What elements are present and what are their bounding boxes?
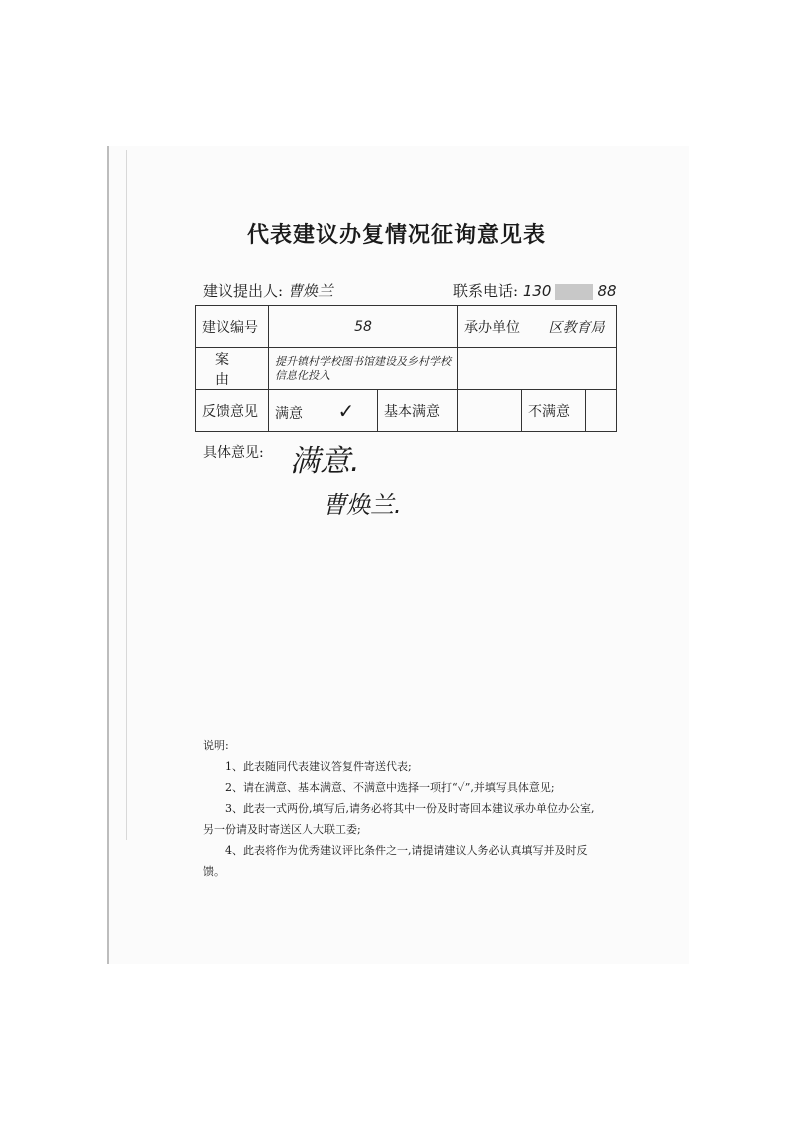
unit-label: 承办单位 [464, 319, 521, 336]
proposer-line [203, 280, 333, 301]
phone-prefix: 130 [522, 282, 552, 300]
phone-suffix: 88 [597, 282, 617, 300]
table-row [196, 306, 617, 348]
form-table [195, 305, 617, 432]
satisfied-cell [269, 390, 378, 432]
basic-satisfied-box [458, 390, 522, 432]
opinion-text: 满意. [290, 444, 360, 479]
phone-redaction [555, 284, 593, 300]
unit-value: 区教育局 [548, 319, 605, 336]
scan-edge-inner [126, 150, 127, 840]
note-item-4: 4、此表将作为优秀建议评比条件之一,请提请建议人务必认真填写并及时反馈。 [203, 844, 588, 878]
number-label: 建议编号 [196, 306, 269, 348]
unsatisfied-label: 不满意 [522, 390, 586, 432]
notes-heading: 说明: [203, 739, 229, 752]
case-label: 案由 [196, 348, 269, 390]
feedback-label: 反馈意见 [196, 390, 269, 432]
scan-edge-left [107, 146, 109, 964]
basic-satisfied-label: 基本满意 [378, 390, 458, 432]
table-row [196, 390, 617, 432]
proposer-label: 建议提出人: [203, 282, 284, 300]
number-value: 58 [269, 306, 458, 348]
check-mark-icon: ✓ [337, 398, 355, 423]
unit-cell [458, 306, 617, 348]
satisfied-label: 满意 [275, 405, 303, 422]
unsatisfied-box [586, 390, 617, 432]
phone-line [453, 280, 617, 301]
proposer-value: 曹焕兰 [287, 282, 333, 300]
opinion-label: 具体意见: [203, 445, 264, 461]
note-item-2: 2、请在满意、基本满意、不满意中选择一项打“✓”,并填写具体意见; [225, 781, 555, 794]
note-item-1: 1、此表随同代表建议答复件寄送代表; [225, 760, 412, 773]
table-row [196, 348, 617, 390]
notes-section [203, 735, 603, 882]
case-value: 提升镇村学校图书馆建设及乡村学校信息化投入 [269, 348, 458, 390]
note-item-3: 3、此表一式两份,填写后,请务必将其中一份及时寄回本建议承办单位办公室,另一份请及时寄送区人大联工委; [203, 802, 595, 836]
form-title: 代表建议办复情况征询意见表 [246, 222, 546, 248]
case-empty-cell [458, 348, 617, 390]
phone-label: 联系电话: [453, 282, 519, 300]
signature: 曹焕兰. [322, 491, 402, 519]
